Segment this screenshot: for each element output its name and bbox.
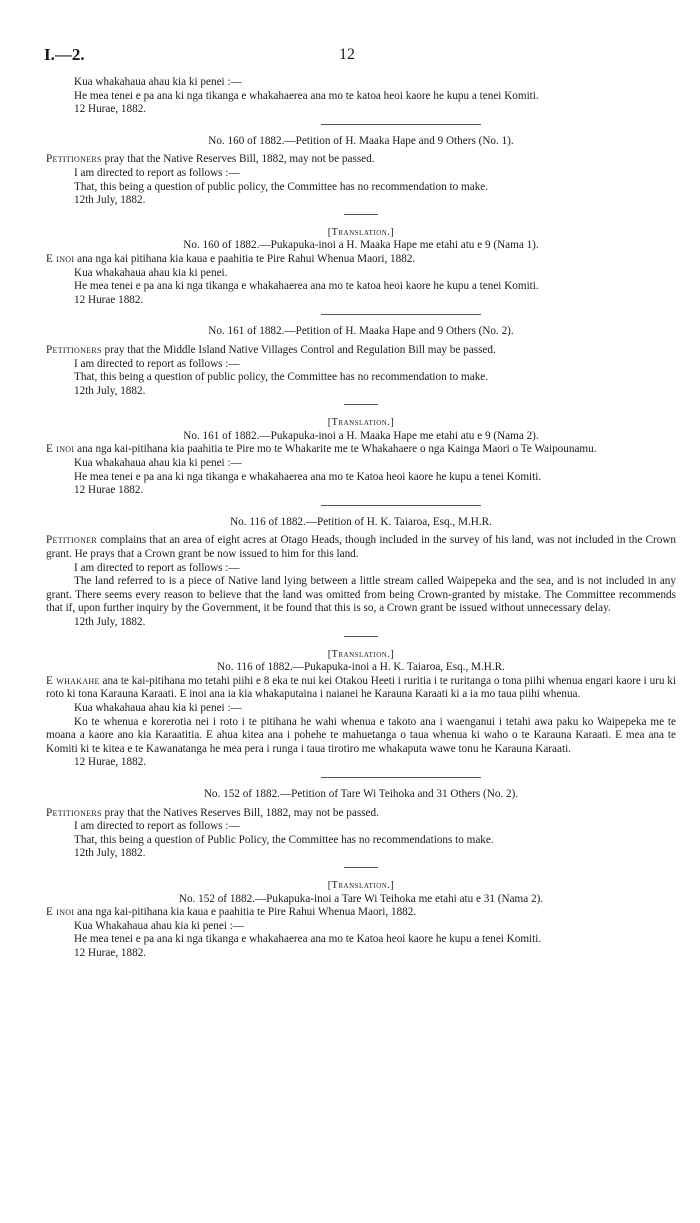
translation-label: [Translation.] <box>327 417 395 429</box>
lead-word: Petitioners <box>46 343 102 356</box>
petition-title: No. 160 of 1882.—Petition of H. Maaka Hape and 9 Others (No. 1). <box>208 134 514 147</box>
paragraph: He mea tenei e pa ana ki nga tikanga e whakahaerea ana mo te Katoa heoi kaore he kupu a tenei Komiti. <box>74 470 542 483</box>
petition-section <box>46 788 676 861</box>
paragraph: I am directed to report as follows :— <box>74 820 240 833</box>
translation-section <box>46 226 676 308</box>
lead-word: E whakahe <box>46 674 100 687</box>
section-divider <box>321 505 481 506</box>
translation-section <box>46 648 676 770</box>
petition-title: No. 160 of 1882.—Pukapuka-inoi a H. Maaka Hape me etahi atu e 9 (Nama 1). <box>183 239 539 252</box>
petition-title: No. 161 of 1882.—Petition of H. Maaka Hape and 9 Others (No. 2). <box>208 325 514 338</box>
date-line: 12 Hurae 1882. <box>74 484 144 497</box>
paragraph: Kua whakahaua ahau kia ki penei. <box>74 266 228 279</box>
section-divider <box>321 314 481 315</box>
petition-title: No. 152 of 1882.—Petition of Tare Wi Teihoka and 31 Others (No. 2). <box>203 787 519 800</box>
petition-section <box>46 325 676 398</box>
date-line: 12th July, 1882. <box>74 847 146 860</box>
short-divider <box>344 214 378 215</box>
paragraph: Kua whakahaua ahau kia ki penei :— <box>74 457 242 470</box>
page-number: 12 <box>339 46 355 63</box>
paragraph: He mea tenei e pa ana ki nga tikanga e whakahaerea ana mo te Katoa heoi kaore he kupu a tenei Komiti. <box>74 933 542 946</box>
paragraph: Kua Whakahaua ahau kia ki penei :— <box>74 919 245 932</box>
paragraph: That, this being a question of Public Policy, the Committee has no recommendations to make. <box>74 833 494 846</box>
date-line: 12 Hurae, 1882. <box>74 756 147 769</box>
paragraph: Kua whakahaua ahau kia ki penei :— <box>74 76 242 88</box>
lead-word: Petitioners <box>46 153 102 166</box>
paragraph: I am directed to report as follows :— <box>74 357 240 370</box>
paragraph: That, this being a question of public policy, the Committee has no recommendation to make. <box>74 180 489 193</box>
petition-section <box>46 135 676 208</box>
translation-label: [Translation.] <box>327 879 395 891</box>
continuation-block <box>46 76 676 117</box>
short-divider <box>344 404 378 405</box>
date-line: 12 Hurae 1882. <box>74 293 144 306</box>
paragraph: ana nga kai-pitihana kia kaua e paahitia te Pire Rahui Whenua Maori, 1882. <box>77 906 417 919</box>
paragraph: pray that the Native Reserves Bill, 1882, may not be passed. <box>104 153 375 166</box>
paragraph: ana nga kai-pitihana kia paahitia te Pire mo te Whakarite me te Whakahaere o nga Kainga Maori o Te Waipounamu. <box>77 443 597 456</box>
lead-word: E inoi <box>46 443 75 456</box>
lead-word: Petitioner <box>46 534 97 547</box>
lead-word: Petitioners <box>46 806 102 819</box>
lead-word: E inoi <box>46 906 75 919</box>
paragraph: The land referred to is a piece of Native land lying between a little stream called Waipepeka and the sea, and is not included in any grant. There seems every reason to believe that the land was omitted from being Crown-granted by mistake. The Committee recommends that if, upon further inquiry by the Government, it be found that this is so, a Crown grant be issued without unnecessary delay. <box>46 575 676 615</box>
section-divider <box>321 124 481 125</box>
paragraph: I am directed to report as follows :— <box>74 561 240 574</box>
petition-title: No. 116 of 1882.—Petition of H. K. Taiaroa, Esq., M.H.R. <box>230 515 492 528</box>
date-line: 12th July, 1882. <box>74 194 146 207</box>
paragraph: ana nga kai pitihana kia kaua e paahitia te Pire Rahui Whenua Maori, 1882. <box>77 252 416 265</box>
translation-section <box>46 416 676 498</box>
short-divider <box>344 636 378 637</box>
translation-label: [Translation.] <box>327 226 395 238</box>
paragraph: pray that the Middle Island Native Villages Control and Regulation Bill may be passed. <box>104 343 496 356</box>
petition-title: No. 116 of 1882.—Pukapuka-inoi a H. K. Taiaroa, Esq., M.H.R. <box>217 661 505 674</box>
paragraph: He mea tenei e pa ana ki nga tikanga e whakahaerea ana mo te katoa heoi kaore he kupu a tenei Komiti. <box>74 280 539 293</box>
paragraph: Kua whakahaua ahau kia ki penei :— <box>74 701 242 714</box>
date-line: 12th July, 1882. <box>74 384 146 397</box>
paragraph: ana te kai-pitihana mo tetahi piihi e 8 eka te nui kei Otakou Heeti i ruritia i te ruritanga o tona piihi whenua engari kaore i uru ki roto ki tona Karauna Karaati. E inoi ana ia kia whakaputaina i naianei he Karauna Karaati ki a ia mo taua piihi whenua. <box>46 674 677 701</box>
paragraph: I am directed to report as follows :— <box>74 166 240 179</box>
petition-title: No. 152 of 1882.—Pukapuka-inoi a Tare Wi Teihoka me etahi atu e 31 (Nama 2). <box>178 892 544 905</box>
translation-section <box>46 879 676 961</box>
petition-title: No. 161 of 1882.—Pukapuka-inoi a H. Maaka Hape me etahi atu e 9 (Nama 2). <box>183 429 539 442</box>
section-divider <box>321 777 481 778</box>
petition-section <box>46 516 676 630</box>
date-line: 12 Hurae, 1882. <box>74 103 147 116</box>
document-body <box>46 76 676 960</box>
short-divider <box>344 867 378 868</box>
paragraph: Ko te whenua e korerotia nei i roto i te pitihana he wahi whenua e takoto ana i waenganui i tetahi awa paku ko Waipepeka me te moana a kaore ano kia Karaatitia. E ahua kitea ana i pohehe te mahuetanga o taua whenua ki waho o te Karauna Karaati. E mea ana te Komiti ki te kitea e te Kawanatanga he mea pera i runga i taua tirotiro me whakaputa wawe tonu he Karauna Karaati. <box>46 715 676 755</box>
date-line: 12 Hurae, 1882. <box>74 946 147 959</box>
paragraph: complains that an area of eight acres at Otago Heads, though included in the survey of his land, was not included in the Crown grant. He prays that a Crown grant be now issued to him for this land. <box>46 534 677 561</box>
paper-reference: I.—2. <box>44 45 85 64</box>
paragraph: That, this being a question of public policy, the Committee has no recommendation to make. <box>74 371 489 384</box>
paragraph: pray that the Natives Reserves Bill, 1882, may not be passed. <box>104 806 379 819</box>
lead-word: E inoi <box>46 252 75 265</box>
date-line: 12th July, 1882. <box>74 616 146 628</box>
paragraph: He mea tenei e pa ana ki nga tikanga e whakahaerea ana mo te katoa heoi kaore he kupu a tenei Komiti. <box>74 89 539 102</box>
translation-label: [Translation.] <box>327 648 395 660</box>
